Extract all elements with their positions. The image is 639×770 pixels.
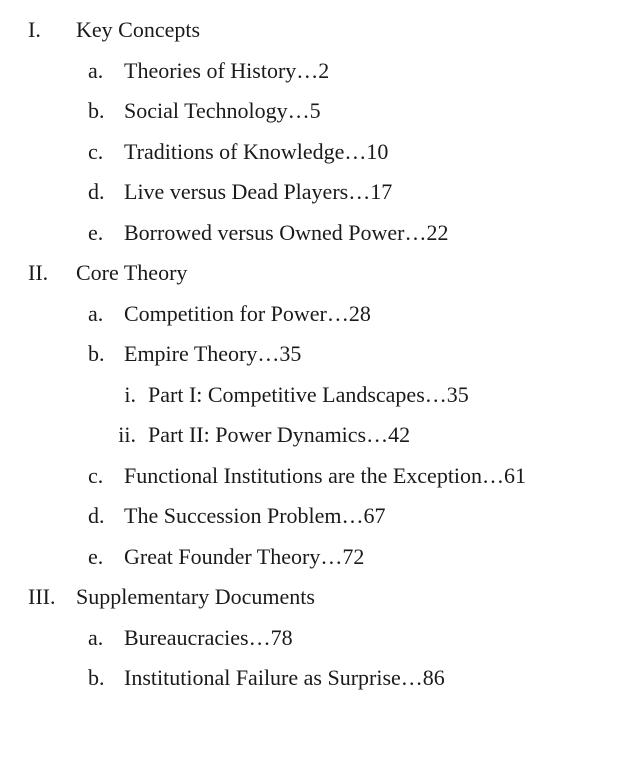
toc-section-marker: III. xyxy=(28,584,56,609)
table-of-contents xyxy=(0,16,639,705)
toc-entry-title: Competition for Power…28 xyxy=(124,300,371,326)
toc-entry-title: Theories of History…2 xyxy=(124,57,330,83)
toc-entry-title: Traditions of Knowledge…10 xyxy=(124,138,389,164)
toc-entry-marker: b. xyxy=(88,341,105,366)
toc-entry-marker: e. xyxy=(88,219,104,245)
toc-entry[interactable] xyxy=(0,624,639,665)
toc-section-title: Supplementary Documents xyxy=(76,584,315,609)
toc-section-iii[interactable] xyxy=(0,583,639,624)
toc-entry-marker: a. xyxy=(88,624,104,650)
toc-entry-marker: c. xyxy=(88,462,104,488)
toc-entry-marker: d. xyxy=(88,179,105,204)
toc-entry[interactable] xyxy=(0,664,639,705)
toc-subentry[interactable] xyxy=(0,421,639,462)
toc-entry-title: Social Technology…5 xyxy=(124,98,321,123)
toc-entry[interactable] xyxy=(0,543,639,584)
toc-subentry-title: Part I: Competitive Landscapes…35 xyxy=(148,381,469,407)
toc-subentry-title: Part II: Power Dynamics…42 xyxy=(148,422,411,447)
toc-entry-marker: c. xyxy=(88,138,104,164)
toc-section-title: Core Theory xyxy=(76,260,188,285)
toc-entry[interactable] xyxy=(0,462,639,503)
toc-entry-title: Functional Institutions are the Exception…61 xyxy=(124,462,527,488)
toc-entry[interactable] xyxy=(0,219,639,260)
toc-entry[interactable] xyxy=(0,300,639,341)
toc-entry-title: Borrowed versus Owned Power…22 xyxy=(124,219,449,245)
toc-entry-marker: b. xyxy=(88,98,105,123)
toc-entry-marker: a. xyxy=(88,300,104,326)
toc-entry-marker: e. xyxy=(88,543,104,569)
toc-section-marker: I. xyxy=(28,17,41,42)
toc-section-ii[interactable] xyxy=(0,259,639,300)
toc-section-title: Key Concepts xyxy=(76,17,201,42)
toc-subentry-marker: ii. xyxy=(118,422,136,447)
toc-entry-title: Bureaucracies…78 xyxy=(124,624,293,650)
toc-entry-title: Institutional Failure as Surprise…86 xyxy=(124,665,445,690)
toc-entry-marker: b. xyxy=(88,665,105,690)
toc-section-i[interactable] xyxy=(0,16,639,57)
toc-entry-title: The Succession Problem…67 xyxy=(124,503,386,528)
toc-entry[interactable] xyxy=(0,340,639,381)
toc-entry-title: Live versus Dead Players…17 xyxy=(124,179,393,204)
toc-subentry[interactable] xyxy=(0,381,639,422)
toc-entry[interactable] xyxy=(0,178,639,219)
toc-entry[interactable] xyxy=(0,502,639,543)
toc-entry[interactable] xyxy=(0,97,639,138)
toc-entry-marker: a. xyxy=(88,57,104,83)
toc-subentry-marker: i. xyxy=(124,381,136,407)
toc-section-marker: II. xyxy=(28,260,49,285)
toc-entry-title: Great Founder Theory…72 xyxy=(124,543,365,569)
toc-entry[interactable] xyxy=(0,57,639,98)
toc-entry-marker: d. xyxy=(88,503,105,528)
toc-entry-title: Empire Theory…35 xyxy=(124,341,302,366)
toc-entry[interactable] xyxy=(0,138,639,179)
